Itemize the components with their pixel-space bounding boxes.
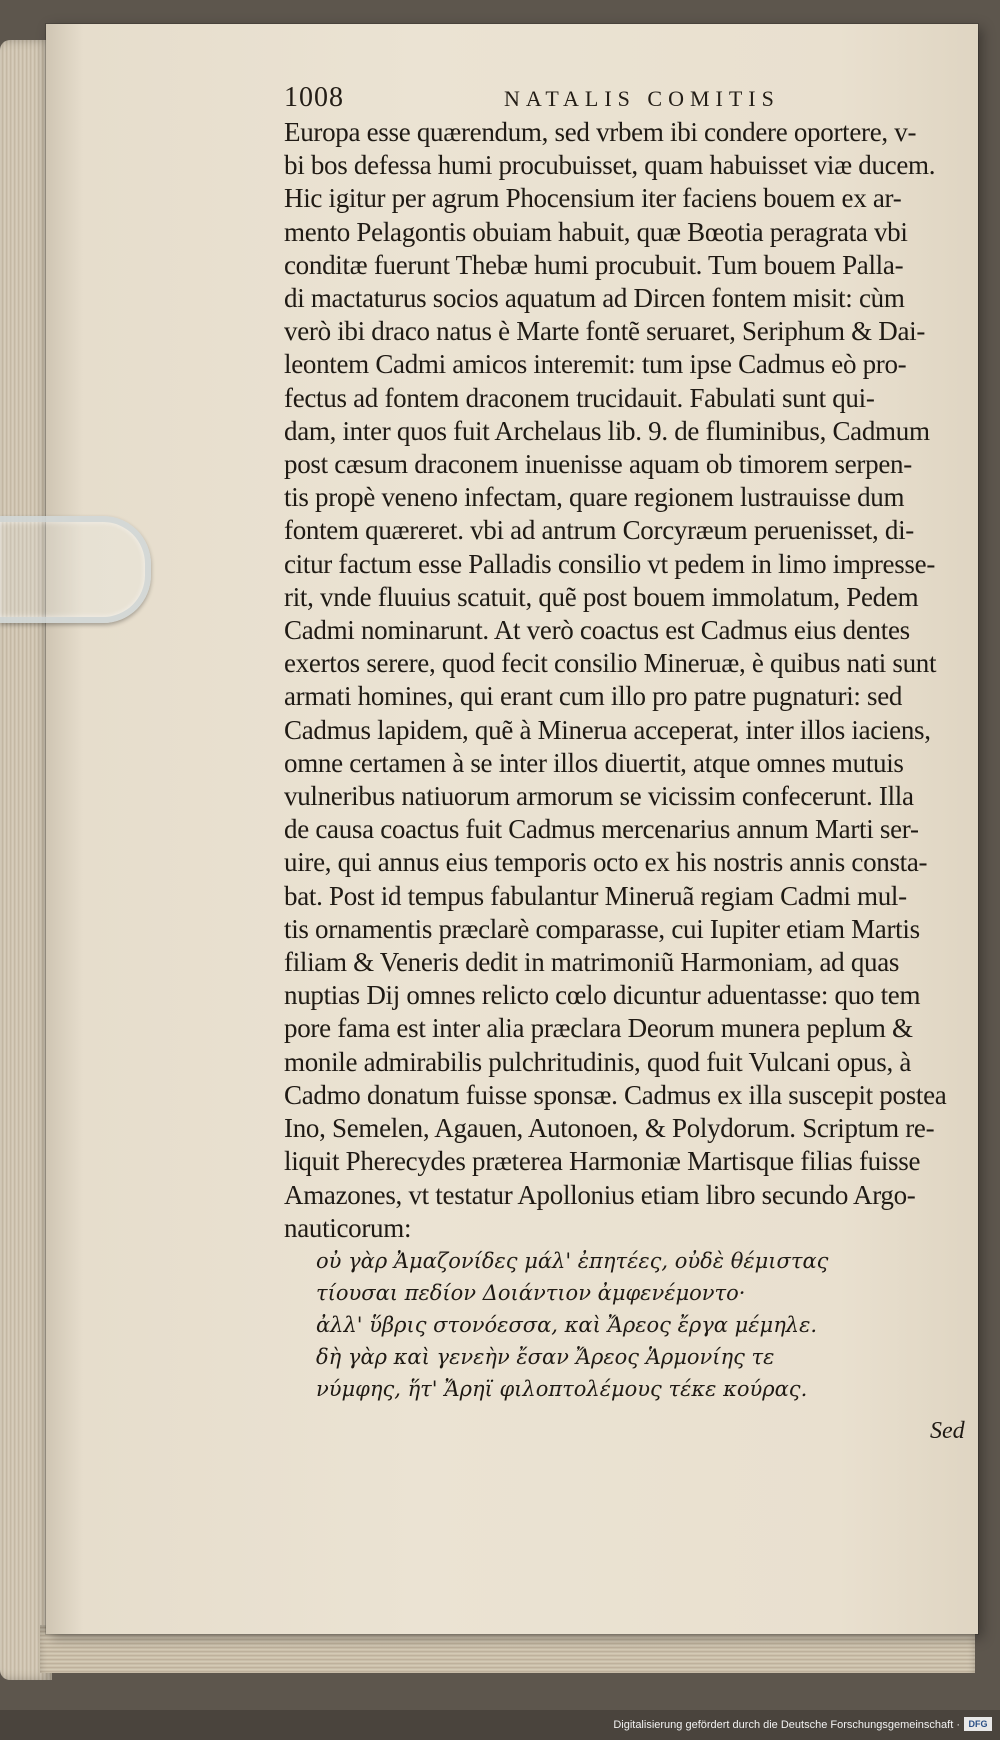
text-line: Europa esse quærendum, sed vrbem ibi condere oportere, v- xyxy=(284,117,917,147)
text-line: pore fama est inter alia præclara Deorum munera peplum & xyxy=(284,1013,913,1044)
text-line: vulneribus natiuorum armorum se vicissim confecerunt. Illa xyxy=(284,781,914,812)
verse-line: νύμφης, ἥτ' Ἄρηϊ φιλοπτολέμους τέκε κούρας. xyxy=(316,1377,808,1401)
text-line: fontem quæreret. vbi ad antrum Corcyræum peruenisset, di- xyxy=(284,515,914,546)
text-line: filiam & Veneris dedit in matrimoniũ Harmoniam, ad quas xyxy=(284,947,900,978)
text-line: mento Pelagontis obuiam habuit, quæ Bœotia peragrata vbi xyxy=(284,216,908,247)
text-line: omne certamen à se inter illos diuertit, atque omnes mutuis xyxy=(284,747,904,778)
verse-line: τίουσαι πεδίον Δοιάντιον ἀμφενέμοντο· xyxy=(316,1281,746,1305)
text-line: rit, vnde fluuius scatuit, quẽ post bouem immolatum, Pedem xyxy=(284,581,919,612)
text-line: uire, qui annus eius temporis octo ex his nostris annis consta- xyxy=(284,847,928,878)
text-line: tis ornamentis præclarè comparasse, cui Iupiter etiam Martis xyxy=(284,913,920,944)
catchword: Sed xyxy=(930,1418,965,1444)
text-line: fectus ad fontem draconem trucidauit. Fabulati sunt qui- xyxy=(284,382,875,413)
verse-line: ἀλλ' ὕβρις στονόεσσα, καὶ Ἄρεος ἔργα μέμηλε. xyxy=(316,1313,818,1337)
greek-verse-block xyxy=(316,1245,876,1405)
book-page-edges xyxy=(0,40,52,1680)
text-line: liquit Pherecydes præterea Harmoniæ Martisque filias fuisse xyxy=(284,1146,921,1177)
text-line: Ino, Semelen, Agauen, Autonoen, & Polydorum. Scriptum re- xyxy=(284,1113,935,1144)
text-line: dam, inter quos fuit Archelaus lib. 9. de fluminibus, Cadmum xyxy=(284,415,930,446)
text-line: Hic igitur per agrum Phocensium iter faciens bouem ex ar- xyxy=(284,183,902,214)
page-number: 1008 xyxy=(284,82,344,113)
text-line: citur factum esse Palladis consilio vt pedem in limo impresse- xyxy=(284,548,936,579)
body-text xyxy=(284,116,974,1245)
text-line: Cadmi nominarunt. At verò coactus est Cadmus eius dentes xyxy=(284,615,910,646)
text-line: verò ibi draco natus è Marte fontẽ seruaret, Seriphum & Dai- xyxy=(284,316,926,347)
text-line: tis propè veneno infectam, quare regionem lustrauisse dum xyxy=(284,482,905,513)
text-line: Cadmus lapidem, quẽ à Minerua acceperat, inter illos iaciens, xyxy=(284,714,931,745)
text-line: bat. Post id tempus fabulantur Mineruã regiam Cadmi mul- xyxy=(284,880,907,911)
digitization-footer xyxy=(0,1710,1000,1740)
dfg-logo: DFG xyxy=(964,1717,992,1731)
footer-credit: Digitalisierung gefördert durch die Deutsche Forschungsgemeinschaft · xyxy=(613,1719,960,1731)
text-line: nuptias Dij omnes relicto cœlo dicuntur aduentasse: quo tem xyxy=(284,980,921,1011)
verse-line: οὐ γὰρ Ἀμαζονίδες μάλ' ἐπητέες, οὐδὲ θέμιστας xyxy=(316,1249,829,1273)
text-line: de causa coactus fuit Cadmus mercenarius annum Marti ser- xyxy=(284,814,919,845)
text-line: di mactaturus socios aquatum ad Dircen fontem misit: cùm xyxy=(284,283,905,314)
text-line: exertos serere, quod fecit consilio Mineruæ, è quibus nati sunt xyxy=(284,648,937,679)
text-line: post cæsum draconem inuenisse aquam ob timorem serpen- xyxy=(284,449,912,480)
text-line: bi bos defessa humi procubuisset, quam habuisset viæ ducem. xyxy=(284,150,936,181)
text-line: Cadmo donatum fuisse sponsæ. Cadmus ex illa suscepit postea xyxy=(284,1079,947,1110)
verse-line: δὴ γὰρ καὶ γενεὴν ἔσαν Ἄρεος Ἁρμονίης τε xyxy=(316,1345,775,1369)
text-line: nauticorum: xyxy=(284,1212,412,1243)
page-holder-clip xyxy=(0,516,151,623)
text-line: armati homines, qui erant cum illo pro patre pugnaturi: sed xyxy=(284,681,903,712)
text-line: Amazones, vt testatur Apollonius etiam libro secundo Argo- xyxy=(284,1179,916,1210)
running-title: NATALIS COMITIS xyxy=(504,86,780,111)
text-line: conditæ fuerunt Thebæ humi procubuit. Tum bouem Palla- xyxy=(284,249,904,280)
text-line: monile admirabilis pulchritudinis, quod fuit Vulcani opus, à xyxy=(284,1046,912,1077)
text-line: leontem Cadmi amicos interemit: tum ipse Cadmus eò pro- xyxy=(284,349,907,380)
